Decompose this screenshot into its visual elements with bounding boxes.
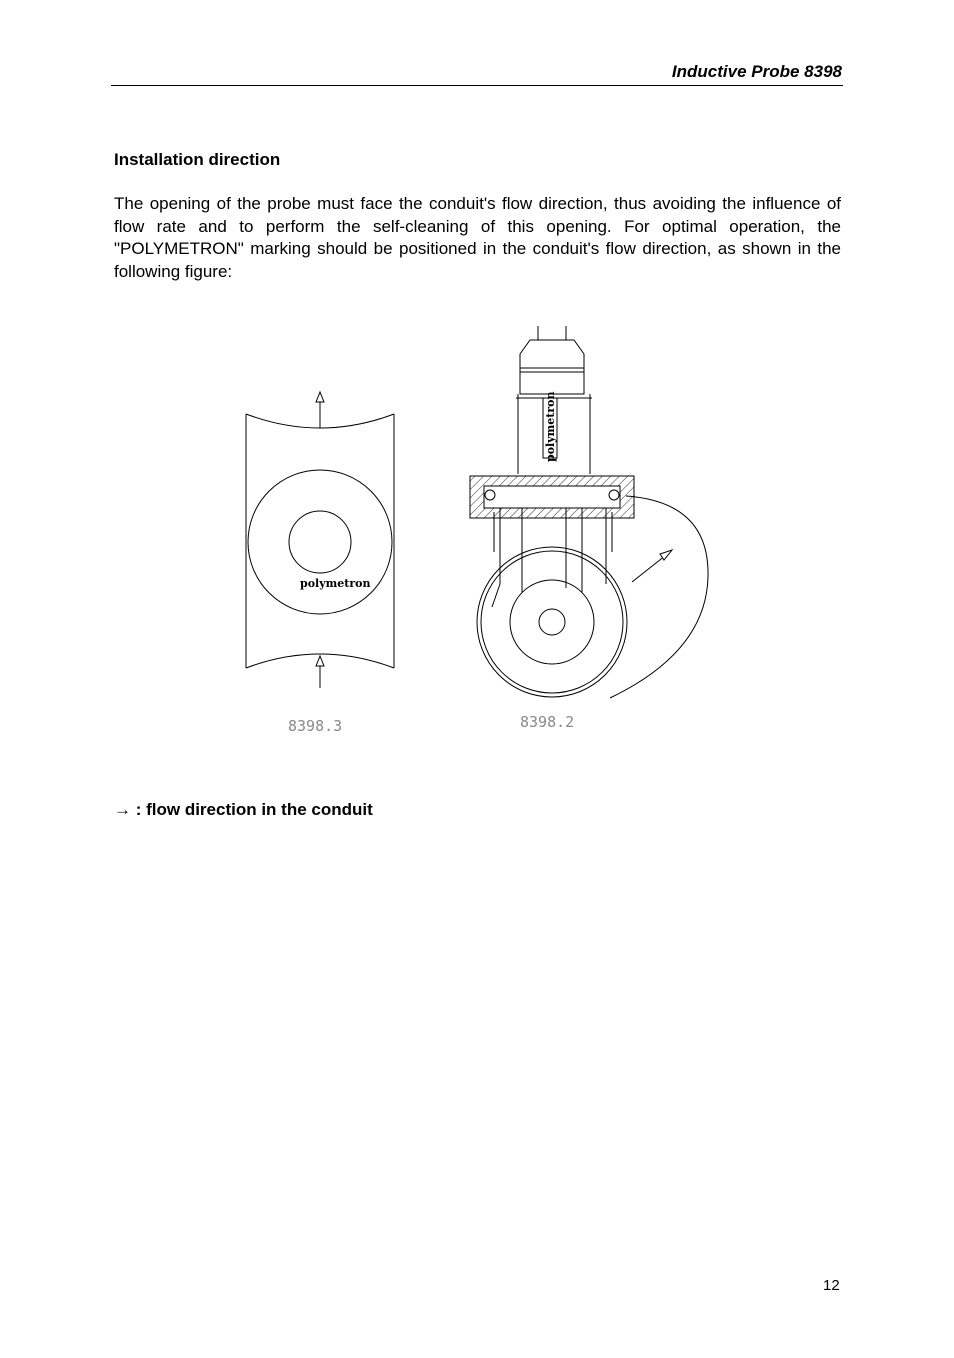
figure-label-left: 8398.3 — [288, 717, 343, 735]
flow-arrow-bottom-icon — [316, 656, 324, 688]
front-view — [246, 392, 394, 688]
installation-figure — [230, 322, 720, 742]
header-rule — [111, 85, 843, 86]
page-number: 12 — [823, 1277, 840, 1294]
caption-text: : flow direction in the conduit — [131, 800, 373, 819]
installation-drawing — [230, 322, 720, 742]
figure-label-right: 8398.2 — [520, 713, 575, 731]
figure-caption — [114, 800, 373, 820]
polymetron-marking: polymetron — [300, 577, 371, 590]
header-title: Inductive Probe 8398 — [671, 62, 842, 81]
flow-arrow-top-icon — [316, 392, 324, 428]
body-paragraph: The opening of the probe must face the conduit's flow direction, thus avoiding the influence of flow rate and to perform the self-cleaning of this opening. For optimal operation, the "POLYMETRON" marking should be positioned in the conduit's flow direction, as shown in the following figure: — [114, 194, 841, 281]
arrow-icon: → — [114, 800, 131, 819]
section-heading: Installation direction — [114, 150, 281, 169]
polymetron-marking-side: polymetron — [544, 391, 557, 462]
side-view — [470, 326, 708, 698]
flow-arrow-diagonal-icon — [632, 550, 672, 582]
